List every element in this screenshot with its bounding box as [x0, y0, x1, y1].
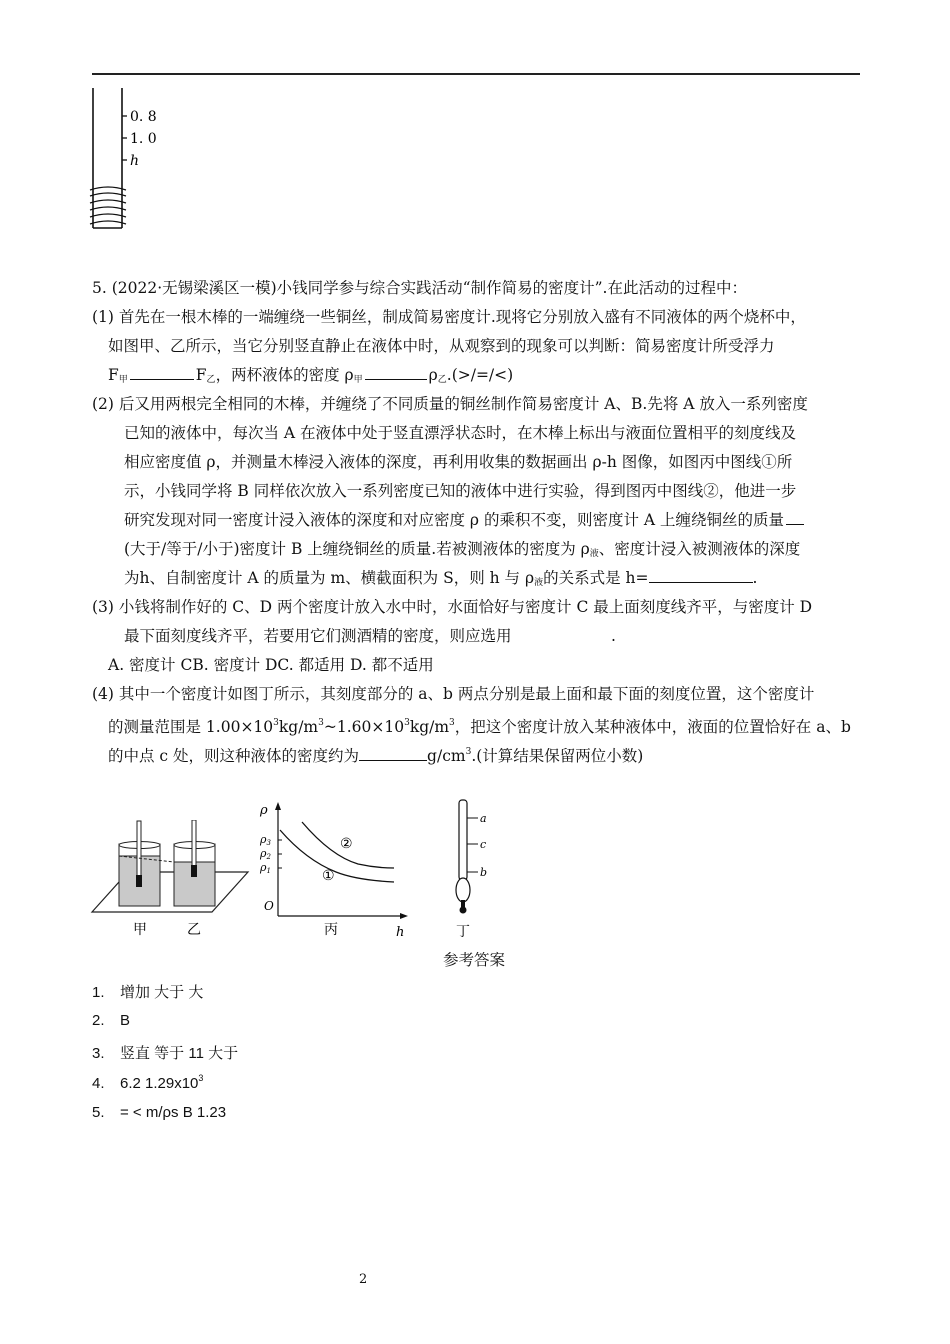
- q5-part1-line3: $F_甲$ $F_乙$，两杯液体的密度 $\rho_甲$ $\rho_乙.(>/=/<)$: [108, 366, 514, 385]
- axis-label-rho2: ρ2: [260, 847, 271, 861]
- blank-rho-compare[interactable]: [365, 365, 427, 380]
- tick-label-h: h: [130, 153, 140, 169]
- q5-part3-options: A. 密度计 CB. 密度计 DC. 都适用 D. 都不适用: [108, 656, 434, 674]
- label-ding: 丁: [456, 924, 470, 940]
- tick-label-0-8: 0. 8: [130, 109, 157, 125]
- q5-part2-line3: 相应密度值 ρ，并测量木棒浸入液体的深度，再利用收集的数据画出 ρ-h 图像，如图丙中图线①所: [124, 453, 793, 471]
- axis-label-rho3: ρ3: [260, 833, 271, 847]
- label-yi: 乙: [187, 922, 201, 938]
- figure-ding-hydrometer: [448, 796, 498, 942]
- label-jia: 甲: [133, 922, 147, 938]
- answer-3: 3. 竖直 等于 11 大于: [92, 1045, 239, 1062]
- q5-part2-line4: 示，小钱同学将 B 同样依次放入一系列密度已知的液体中进行实验，得到图丙中图线②，他进一步: [124, 482, 797, 500]
- figure-bing-graph: [256, 798, 416, 942]
- q5-part4-line1: (4) 其中一个密度计如图丁所示，其刻度部分的 a、b 两点分别是最上面和最下面的刻度位置，这个密度计: [92, 685, 815, 703]
- origin-label: O: [264, 899, 274, 913]
- mark-b: b: [480, 866, 488, 879]
- mark-a: a: [480, 812, 487, 825]
- answer-5: 5. = < m/ρs B 1.23: [92, 1104, 227, 1121]
- q5-part2-line2: 已知的液体中，每次当 A 在液体中处于竖直漂浮状态时，在木棒上标出与液面位置相平的刻度线及: [124, 424, 797, 442]
- answers-title: 参考答案: [443, 951, 506, 969]
- answer-1: 1. 增加 大于 大: [92, 984, 204, 1001]
- axis-label-rho1: ρ1: [260, 861, 271, 875]
- curve-label-2: ②: [340, 836, 353, 852]
- blank-f-compare[interactable]: [130, 365, 194, 380]
- blank-density-value[interactable]: [359, 746, 427, 761]
- answer-2: 2. B: [92, 1012, 131, 1029]
- q5-part2-line7: 为h、自制密度计 A 的质量为 m、横截面积为 S，则 h 与 $\rho_液$的关系式是 h= .: [124, 569, 758, 588]
- q5-part3-line1: (3) 小钱将制作好的 C、D 两个密度计放入水中时，水面恰好与密度计 C 最上面刻度线齐平，与密度计 D: [92, 598, 813, 616]
- q5-part1-line1: (1) 首先在一根木棒的一端缠绕一些铜丝，制成简易密度计.现将它分别放入盛有不同液体的两个烧杯中，: [92, 308, 806, 326]
- q5-part2-line1: (2) 后又用两根完全相同的木棒，并缠绕了不同质量的铜丝制作简易密度计 A、B.先将 A 放入一系列密度: [92, 395, 808, 413]
- copper-coil: [90, 187, 126, 224]
- axis-label-rho: ρ: [260, 803, 268, 818]
- top-tube-figure: [86, 86, 176, 236]
- q5-part4-line3: 的中点 c 处，则这种液体的密度约为 $g/cm^3$.(计算结果保留两位小数): [108, 747, 644, 765]
- figure-jia-yi: [88, 820, 253, 942]
- q5-part2-line5: 研究发现对同一密度计浸入液体的深度和对应密度 ρ 的乘积不变，则密度计 A 上缠绕铜丝的质量: [124, 510, 804, 530]
- q5-part1-line2: 如图甲、乙所示，当它分别竖直静止在液体中时，从观察到的现象可以判断：简易密度计所受浮力: [108, 337, 775, 355]
- axis-label-h: h: [396, 925, 405, 940]
- q5-header: 5. (2022·无锡梁溪区一模)小钱同学参与综合实践活动“制作简易的密度计”.在此活动的过程中：: [92, 279, 747, 297]
- q5-part3-line2: 最下面刻度线齐平，若要用它们测酒精的密度，则应选用 .: [124, 627, 616, 645]
- curve-1: [280, 830, 394, 882]
- page-number: 2: [359, 1272, 368, 1287]
- label-bing: 丙: [324, 922, 338, 938]
- tick-label-1-0: 1. 0: [130, 131, 157, 147]
- header-rule: [92, 73, 860, 75]
- q5-part2-line6: (大于/等于/小于)密度计 B 上缠绕铜丝的质量.若被测液体的密度为 $\rho_液$、密度计浸入被测液体的深度: [124, 540, 801, 559]
- blank-h-expression[interactable]: [649, 568, 753, 583]
- mark-c: c: [480, 838, 487, 851]
- beaker-jia: [119, 821, 160, 906]
- answer-4: 4. 6.2 $1.29x10^3$: [92, 1073, 204, 1092]
- q5-part4-line2: 的测量范围是 $1.00\times 10^3kg/m^3\sim 1.60\times 10^3kg/m^3$，把这个密度计放入某种液体中，液面的位置恰好在 a、b: [108, 718, 851, 736]
- beaker-yi: [174, 820, 215, 906]
- curve-label-1: ①: [322, 868, 335, 884]
- blank-mass-compare[interactable]: [786, 510, 804, 525]
